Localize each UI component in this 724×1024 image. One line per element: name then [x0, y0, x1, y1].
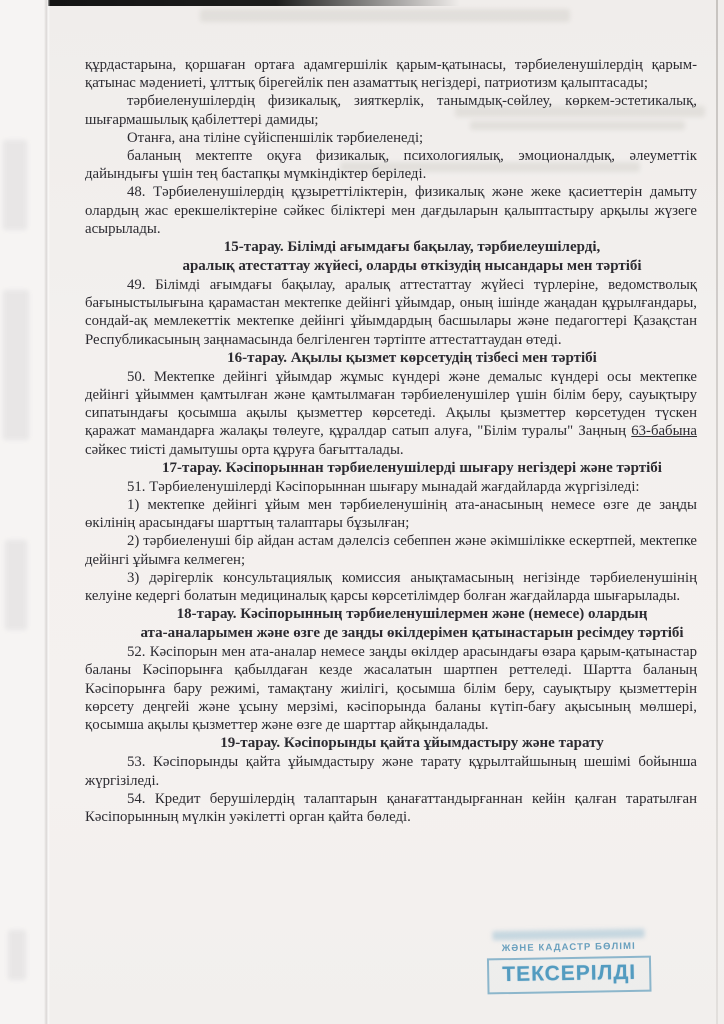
stamp-verified-box — [487, 956, 652, 995]
paragraph-50-text-tail: сәйкес тиісті дамытушы орта құруға бағытталады. — [85, 441, 404, 458]
chapter-18-title-line1: 18-тарау. Кәсіпорынның тәрбиеленушілермен және (немесе) олардың — [176, 606, 648, 623]
paragraph-50-text: 50. Мектепке дейінгі ұйымдар жұмыс күндері және демалыс күндері осы мектепке дейінгі ұйыммен қамтылған және қамтылмаған тәрбиеленушілер үшін білім беру, сауықтыру сипатындағы қосымша ақылы қызметтер көрсетеді. Ақылы қызметтер көрсетуден түскен қаражат мамандарға жалақы төлеуге, құралдар сатып алуға, "Білім туралы" Заңның — [85, 368, 697, 440]
chapter-15-title-line1: 15-тарау. Білімді ағымдағы бақылау, тәрбиелеушілерді, — [223, 239, 601, 256]
paragraph-53: 53. Кәсіпорынды қайта ұйымдастыру және тарату құрылтайшының шешімі бойынша жүргізіледі. — [85, 754, 697, 789]
page-edge-line — [716, 0, 718, 1024]
paragraph-51: 51. Тәрбиеленушілерді Кәсіпорыннан шығару мынадай жағдайларда жүргізіледі: — [127, 478, 640, 495]
paragraph-50 — [85, 368, 697, 459]
list-item-1: 1) мектепке дейінгі ұйым мен тәрбиеленушінің ата-анасының немесе өзге де заңды өкілінің арасындағы шарттың талаптары бұзылған; — [85, 497, 697, 532]
chapter-15-title-line2: аралық атестаттау жүйесі, оларды өткізудің нысандары мен тәртібі — [182, 258, 642, 275]
scan-edge-artifact — [0, 0, 460, 6]
ghost-artifact — [8, 930, 26, 980]
chapter-16-title: 16-тарау. Ақылы қызмет көрсетудің тізбесі мен тәртібі — [227, 349, 597, 366]
document-body — [85, 56, 697, 826]
chapter-18-title-line2: ата-аналарымен және өзге де заңды өкілдерімен қатынастарын ресімдеу тәртібі — [140, 625, 684, 642]
chapter-17-title: 17-тарау. Кәсіпорыннан тәрбиеленушілерді шығару негіздері және тәртібі — [162, 459, 662, 476]
paragraph: тәрбиеленушілердің физикалық, зияткерлік, танымдық-сөйлеу, көркем-эстетикалық, шығармашылық қабілеттері дамиды; — [85, 93, 697, 128]
stamp-verified-label: ТЕКСЕРІЛДІ — [502, 960, 637, 987]
chapter-19-title: 19-тарау. Кәсіпорынды қайта ұйымдастыру және тарату — [220, 735, 604, 752]
page-fold-line — [44, 0, 50, 1024]
ghost-artifact — [3, 290, 29, 440]
ghost-artifact — [200, 9, 570, 22]
stamp-illegible-line — [492, 929, 644, 941]
ghost-artifact — [5, 540, 27, 630]
list-item-3: 3) дәрігерлік консультациялық комиссия анықтамасының негізінде тәрбиеленушінің келуіне кедергі болатын медициналық қарсы көрсетілімдер болған жағдайларда шығарылады. — [85, 569, 697, 605]
list-item-2: 2) тәрбиеленуші бір айдан астам дәлелсіз себеппен және әкімшілікке ескертпей, мектепке дейінгі ұйымға келмеген; — [85, 533, 697, 568]
verification-stamp — [482, 929, 655, 995]
paragraph-54: 54. Кредит берушілердің талаптарын қанағаттандырғаннан кейін қалған таратылған Кәсіпорынның мүлкін уәкілетті орган қайта бөледі. — [85, 790, 697, 825]
stamp-department-line: ЖӘНЕ КАДАСТР БӨЛІМІ — [501, 940, 636, 955]
law-article-reference: 63-бабына — [631, 423, 697, 440]
paragraph-52: 52. Кәсіпорын мен ата-аналар немесе заңды өкілдер арасындағы өзара қарым-қатынастар баланы Кәсіпорынға қабылдаған кезде жасалатын шартпен реттеледі. Шартта баланың Кәсіпорынға бару режимі, тамақтану жиілігі, қосымша білім беру, сауықтыру қызметтерін көрсету деңгейі және ұсыну мерзімі, кәсіпорында баланы күтіп-бағу ақысының мөлшері, қосымша ақылы қызметтер және өзге де шарттар айқындалады. — [85, 644, 697, 734]
paragraph: баланың мектепте оқуға физикалық, психологиялық, эмоционалдық, әлеуметтік дайындығы үшін тең бастапқы мүмкіндіктер беріледі. — [85, 148, 697, 183]
paragraph: Отанға, ана тіліне сүйіспеншілік тәрбиеленеді; — [127, 129, 424, 146]
ghost-artifact — [3, 140, 27, 230]
paragraph-48: 48. Тәрбиеленушілердің құзыреттіліктерін, физикалық және жеке қасиеттерін дамыту олардың жас ерекшеліктеріне сәйкес біліктері мен дағдыларын қалыптастыру арқылы жүзеге асырылады. — [85, 184, 697, 237]
paragraph-continuation: құрдастарына, қоршаған ортаға адамгершілік қарым-қатынасы, тәрбиеленушілердің қарым-қатынас мәдениеті, ұлттық бірегейлік пен азаматтық негіздері, патриотизм қалыптасады; — [85, 57, 697, 92]
paragraph-49: 49. Білімді ағымдағы бақылау, аралық аттестаттау жүйесі түрлеріне, ведомстволық бағыныстылығына қарамастан мектепке дейінгі ұйымдар, оның ішінде жаңадан құрылғандары, сондай-ақ мемлекеттік мектепке дейінгі ұйымдардың басшылары және педагогтері Қазақстан Республикасының заңнамасында белгіленген тәртіпте аттестаттаудан өтеді. — [85, 277, 697, 348]
